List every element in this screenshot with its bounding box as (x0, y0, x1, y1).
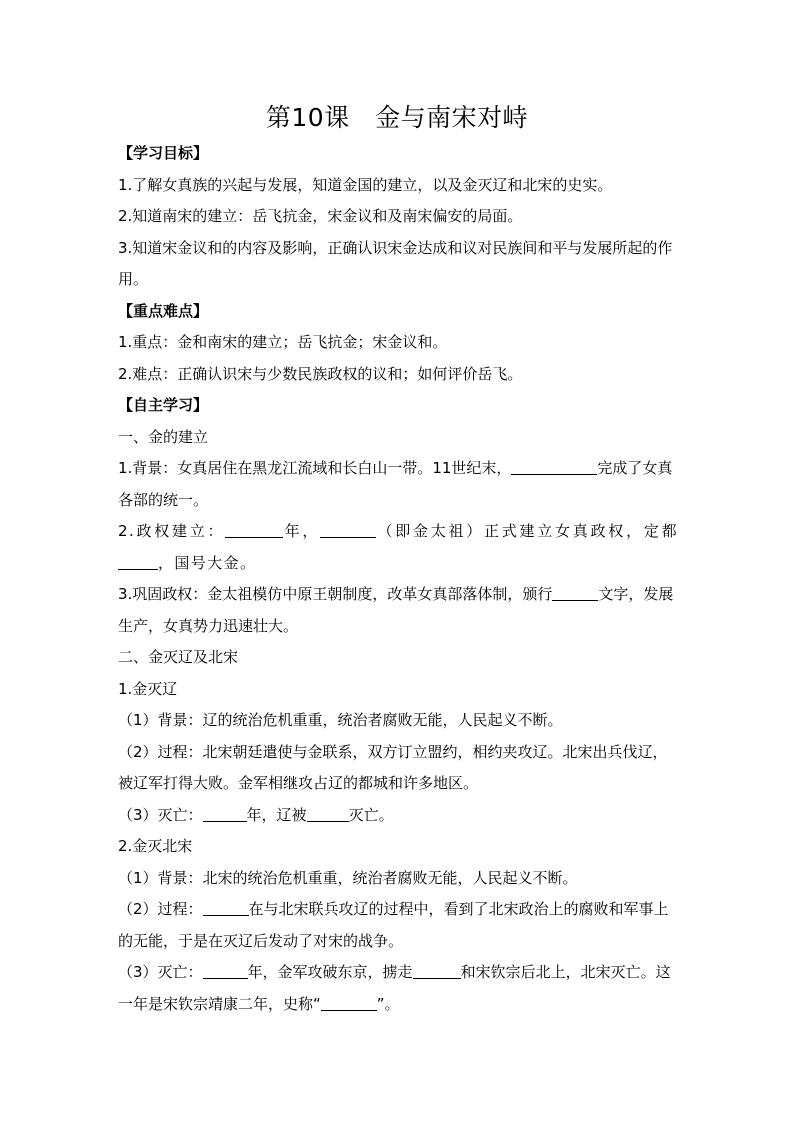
lesson-content (118, 138, 678, 1020)
fill-blank[interactable] (552, 582, 598, 601)
sub2-end (118, 957, 678, 1020)
sub2-background: （1）背景：北宋的统治危机重重，统治者腐败无能，人民起义不断。 (118, 868, 578, 887)
text-span: 3.巩固政权：金太祖模仿中原王朝制度，改革女真部落体制，颁行 (118, 585, 553, 603)
fill-blank[interactable] (225, 519, 283, 538)
sub1-end (118, 800, 678, 832)
text-span: 1.背景：女真居住在黑龙江流域和长白山一带。11世纪末， (118, 459, 512, 477)
lesson-title: 第10课 金与南宋对峙 (265, 103, 529, 132)
fill-blank[interactable] (320, 519, 376, 538)
fill-blank[interactable] (321, 992, 377, 1011)
text-span: 2.政权建立： (118, 522, 226, 540)
text-span: 文字，发展生产，女真势力迅速壮大。 (118, 585, 674, 635)
sub1-process: （2）过程：北宋朝廷遣使与金联系，双方订立盟约，相约夹攻辽。北宋出兵伐辽，被辽军打得大败。金军相继攻占辽的都城和许多地区。 (118, 742, 668, 792)
key-point-item: 2.难点：正确认识宋与少数民族政权的议和；如何评价岳飞。 (118, 364, 523, 383)
sub2-title: 2.金灭北宋 (118, 837, 193, 855)
text-span: 年，金军攻破东京，掳走 (247, 963, 413, 981)
key-points-heading: 【重点难点】 (118, 301, 209, 320)
fill-blank[interactable] (307, 803, 349, 822)
text-span: ”。 (376, 994, 400, 1013)
key-point-item: 1.重点：金和南宋的建立；岳飞抗金；宋金议和。 (118, 333, 448, 351)
text-span: 年， (283, 522, 321, 540)
part2-title: 二、金灭辽及北宋 (118, 648, 239, 666)
text-span: （2）过程： (118, 900, 203, 918)
text-span: （3）灭亡： (118, 805, 203, 824)
text-span: 和宋钦宗后北上，北宋灭亡。这一年是宋钦宗靖康二年，史称“ (118, 963, 671, 1013)
fill-blank[interactable] (511, 456, 597, 475)
objective-item: 1.了解女真族的兴起与发展，知道金国的建立，以及金灭辽和北宋的史实。 (118, 175, 613, 194)
fill-blank[interactable] (118, 551, 158, 570)
text-span: （3）灭亡： (118, 963, 203, 981)
self-study-heading: 【自主学习】 (118, 396, 209, 414)
fill-blank[interactable] (203, 803, 247, 822)
part1-regime (118, 516, 678, 579)
fill-blank[interactable] (203, 960, 248, 979)
sub1-title: 1.金灭辽 (118, 679, 178, 698)
text-span: 灭亡。 (348, 805, 394, 824)
fill-blank[interactable] (203, 897, 249, 916)
sub2-process (118, 894, 678, 957)
text-span: 在与北宋联兵攻辽的过程中，看到了北宋政治上的腐败和军事上的无能，于是在灭辽后发动了对宋的战争。 (118, 900, 669, 950)
part1-consolidate (118, 579, 678, 642)
text-span: 完成了女真各部的统一。 (118, 459, 673, 509)
objective-item: 3.知道宋金议和的内容及影响，正确认识宋金达成和议对民族间和平与发展所起的作用。 (118, 238, 673, 288)
objectives-heading: 【学习目标】 (118, 144, 209, 162)
text-span: 年，辽被 (246, 805, 307, 824)
text-span: ，国号大金。 (158, 553, 257, 572)
sub1-background: （1）背景：辽的统治危机重重，统治者腐败无能，人民起义不断。 (118, 711, 563, 729)
fill-blank[interactable] (413, 960, 461, 979)
part1-background (118, 453, 678, 516)
part1-title: 一、金的建立 (118, 427, 209, 446)
objective-item: 2.知道南宋的建立：岳飞抗金，宋金议和及南宋偏安的局面。 (118, 207, 523, 225)
text-span: （即金太祖）正式建立女真政权，定都 (376, 522, 678, 540)
